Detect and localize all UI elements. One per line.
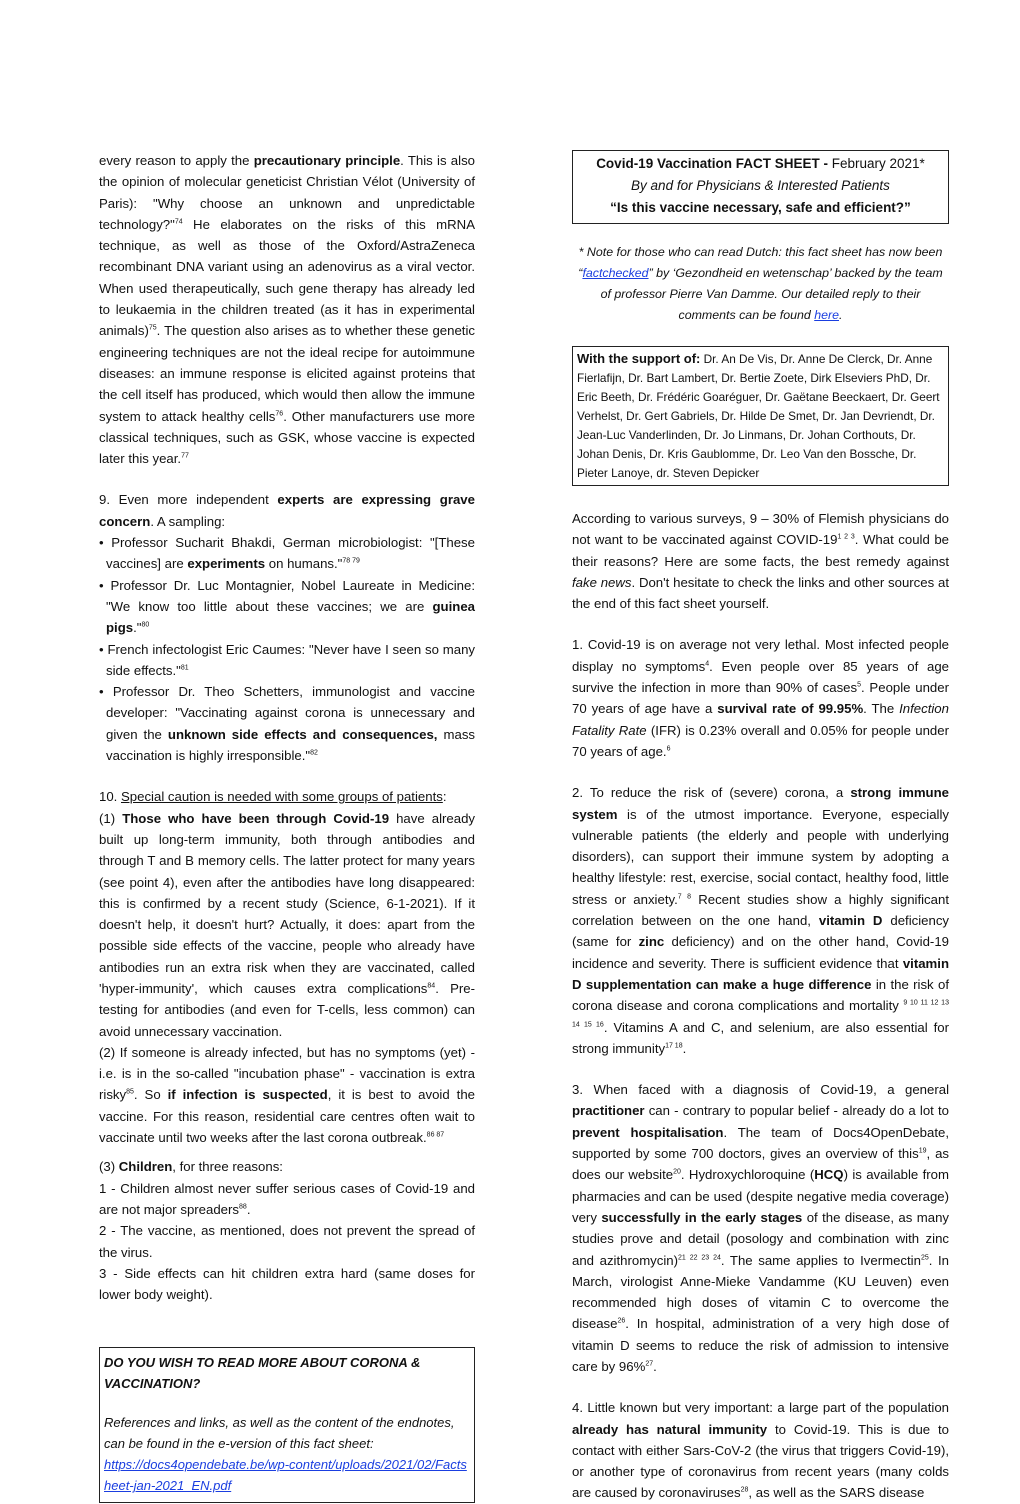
point-10-heading: 10. Special caution is needed with some groups of patients:	[99, 789, 447, 805]
intro-paragraph: every reason to apply the precautionary principle. This is also the opinion of molecular geneticist Christian Vélot (University of Paris): "Why choose an unknown and unpredictable technology?"$^{74}$ He elaborates on the risks of this mRNA technique, as well as those of the Oxford/AstraZeneca recombinant DNA variant using an adenovirus as a viral vector. When used therapeutically, such gene therapy has already led to leukaemia in the children treated (as it has in experimental animals)$^{75}$. The question also arises as to whether these genetic engineering techniques are not the ideal recipe for autoimmune diseases: an immune response is elicited against proteins that the cell itself has produced, which would then allow the immune system to attack healthy cells$^{76}$. Other manufacturers use more classical techniques, such as GSK, whose vaccine is expected later this year.$^{77}$	[99, 153, 476, 467]
point-3-paragraph: 3. When faced with a diagnosis of Covid-19, a general practitioner can - contrary to popular belief - already do a lot to prevent hospitalisation. The team of Docs4OpenDebate, supported by some 700 doctors, gives an overview of this$^{19}$, as does our website$^{20}$. Hydroxychloroquine (HCQ) is available from pharmacies and can be used (despite negative media coverage) very successfully in the early stages of the disease, as many studies prove and detail (posology and combination with zinc and azithromycin)$^{21 22 23 24}$. The same applies to Ivermectin$^{25}$. In March, virologist Anne-Mieke Vandamme (KU Leuven) even recommended high doses of vitamin C to overcome the disease$^{26}$. In hospital, administration of a very high dose of vitamin D seems to reduce the risk of admission to intensive care by 96%$^{27}$.	[572, 1082, 950, 1374]
support-names: Dr. An De Vis, Dr. Anne De Clerck, Dr. Anne Fierlafijn, Dr. Bart Lambert, Dr. Bertie Zoete, Dirk Elseviers PhD, Dr. Eric Beeth, Dr. Frédéric Goaréguer, Dr. Gaëtane Beeckaert, Dr. Geert Verhelst, Dr. Gert Gabriels, Dr. Hilde De Smet, Dr. Jan Devriendt, Dr. Jean-Luc Vanderlinden, Dr. Jo Linmans, Dr. Johan Corthouts, Dr. Johan Denis, Dr. Kris Gaublomme, Dr. Leo Van den Bossche, Dr. Pieter Lanoye, dr. Steven Depicker	[577, 352, 940, 480]
read-more-title: DO YOU WISH TO READ MORE ABOUT CORONA & VACCINATION?	[104, 1355, 421, 1392]
point-1-paragraph: 1. Covid-19 is on average not very lethal. Most infected people display no symptoms$^4$. Even people over 85 years of age survive the infection in more than 90% of cases$^5$. People under 70 years of age have a survival rate of 99.95%. The Infection Fatality Rate (IFR) is 0.23% overall and 0.05% for people under 70 years of age.$^6$	[572, 637, 949, 759]
point-10-infected: (2) If someone is already infected, but has no symptoms (yet) - i.e. is in the so-called "incubation phase" - vaccination is extra risky$^{85}$. So if infection is suspected, it is best to avoid the vaccine. For this reason, residential care centres often wait to vaccinate until two weeks after the last corona outbreak.$^{86 87}$	[99, 1044, 475, 1146]
point-2-paragraph: 2. To reduce the risk of (severe) corona, a strong immune system is of the utmost importance. Everyone, especially vulnerable patients (the elderly and people with underlying disorders), can support their immune system by adopting a healthy lifestyle: rest, exercise, social contact, healthy food, little stress or anxiety.$^{7 8}$ Recent studies show a highly significant correlation between on the one hand, vitamin D deficiency (same for zinc deficiency) and on the other hand, Covid-19 incidence and severity. There is sufficient evidence that vitamin D supplementation can make a huge difference in the risk of corona disease and corona complications and mortality $^{9 10 11 12 13 14 15 16}$. Vitamins A and C, and selenium, are also essential for strong immunity$^{17 18}$.	[572, 785, 950, 1056]
title-question: “Is this vaccine necessary, safe and efficient?”	[610, 200, 911, 215]
children-reason-3: 3 - Side effects can hit children extra hard (same doses for lower body weight).	[99, 1265, 475, 1303]
title-box	[572, 150, 949, 224]
support-label: With the support of:	[577, 351, 701, 366]
point-10-recovered: (1) Those who have been through Covid-19 have already built up long-term immunity, both through antibodies and through T and B memory cells. The latter protect for many years (see point 4), even after the antibodies have long disappeared: this is confirmed by a recent study (Science, 6-1-2021). If it doesn't help, it doesn't hurt? Actually, it does: apart from the possible side effects of the vaccine, people who already have antibodies run an extra risk when they are vaccinated, called 'hyper-immunity', which causes extra complications$^{84}$. Pre-testing for antibodies (and even for T-cells, less common) can avoid unnecessary vaccination.	[99, 810, 476, 1039]
here-link[interactable]: here	[814, 308, 840, 322]
quote-montagnier: • Professor Dr. Luc Montagnier, Nobel Laureate in Medicine: "We know too little about these vaccines; we are guinea pigs."$^{80}$	[99, 577, 475, 636]
dutch-note: * Note for those who can read Dutch: this fact sheet has now been “factchecked” by ‘Gezondheid en wetenschap’ backed by the team of professor Pierre Van Damme. Our detailed reply to their comments can be found here.	[578, 245, 943, 322]
quote-caumes: • French infectologist Eric Caumes: "Never have I seen so many side effects."$^{81}$	[99, 641, 475, 678]
page-title: Covid-19 Vaccination FACT SHEET - February 2021*	[596, 156, 925, 171]
point-10-children: (3) Children, for three reasons:	[99, 1159, 283, 1175]
children-reason-1: 1 - Children almost never suffer serious cases of Covid-19 and are not major spreaders$^{88}$.	[99, 1180, 475, 1217]
quote-schetters: • Professor Dr. Theo Schetters, immunologist and vaccine developer: "Vaccinating against corona is unnecessary and given the unknown side effects and consequences, mass vaccination is highly irresponsible."$^{82}$	[99, 684, 476, 764]
right-intro-paragraph: According to various surveys, 9 – 30% of Flemish physicians do not want to be vaccinated against COVID-$19^{1 2 3}$. What could be their reasons? Here are some facts, the best remedy against fake news. Don't hesitate to check the links and other sources at the end of this fact sheet yourself.	[572, 511, 949, 612]
factsheet-link[interactable]: https://docs4opendebate.be/wp-content/uploads/2021/02/Factsheet-jan-2021_EN.pdf	[104, 1457, 467, 1494]
factchecked-link[interactable]: factchecked	[582, 266, 649, 280]
right-column	[572, 150, 949, 1504]
read-more-text: References and links, as well as the content of the endnotes, can be found in the e-version of this fact sheet:	[104, 1415, 455, 1452]
support-box	[572, 346, 949, 486]
point-9-paragraph: 9. Even more independent experts are expressing grave concern. A sampling:	[99, 492, 475, 529]
children-reason-2: 2 - The vaccine, as mentioned, does not prevent the spread of the virus.	[99, 1223, 475, 1260]
point-4-paragraph: 4. Little known but very important: a large part of the population already has natural immunity to Covid-19. This is due to contact with either Sars-CoV-2 (the virus that triggers Covid-19), or another type of coronavirus from recent years (many colds are caused by coronaviruses$^{28}$, as well as the SARS disease	[572, 1400, 949, 1501]
subtitle: By and for Physicians & Interested Patients	[631, 178, 890, 193]
quote-bhakdi: • Professor Sucharit Bhakdi, German microbiologist: "[These vaccines] are experiments on humans."$^{78 79}$	[99, 535, 475, 572]
read-more-box	[99, 1347, 475, 1503]
left-column	[99, 150, 475, 1503]
